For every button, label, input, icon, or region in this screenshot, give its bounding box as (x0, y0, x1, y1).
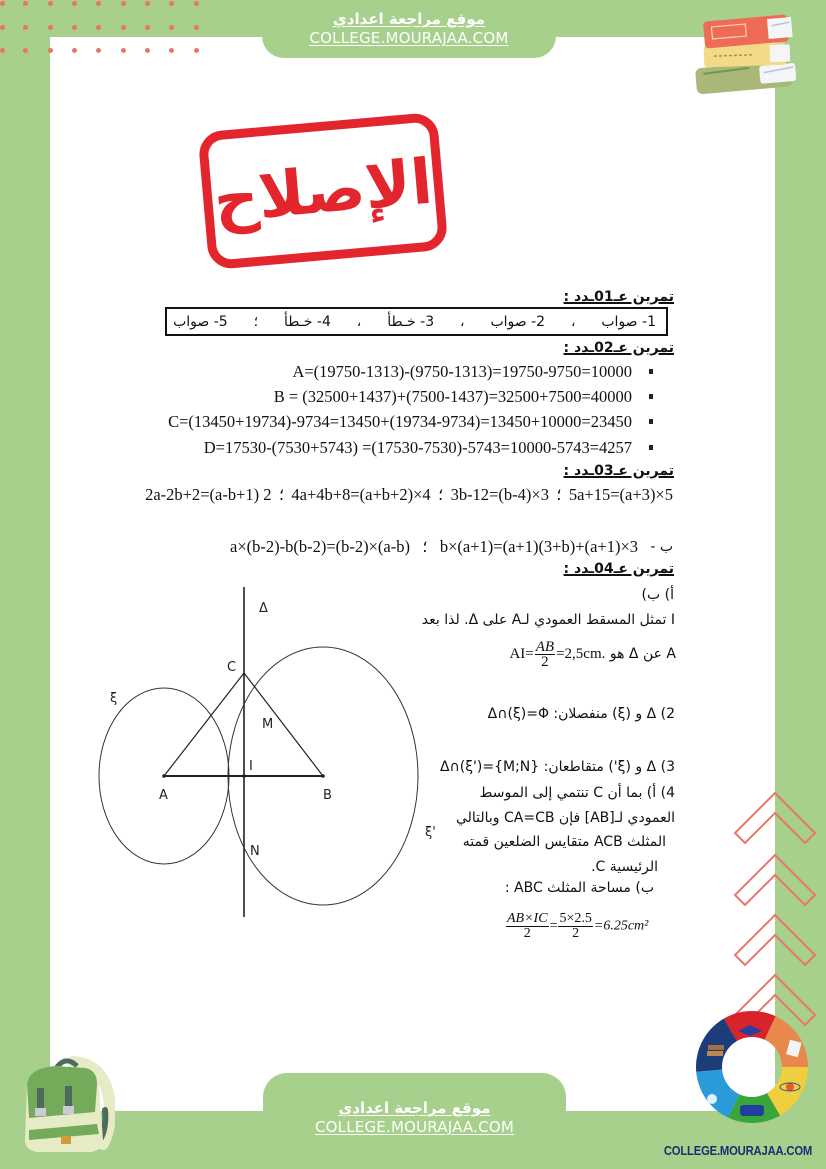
chevron-decoration (730, 785, 820, 1035)
chevron-up-icon (735, 793, 815, 843)
point-a (162, 774, 166, 778)
site-name-link[interactable]: موقع مراجعة اعدادي (333, 10, 485, 28)
factorization-item: a×(b-2)-b(b-2)=(b-2)×(a-b) (230, 537, 410, 556)
expansion-item: 5×(a+3)=5a+15 (568, 485, 673, 504)
dot-icon (96, 25, 101, 30)
exercise3-part-a (145, 485, 673, 505)
equals: = (549, 918, 558, 934)
separator: ، (356, 313, 362, 330)
dot-icon (0, 25, 5, 30)
separator: ، (570, 313, 576, 330)
chevron-up-icon (735, 915, 815, 965)
separator: ؛ (422, 537, 428, 556)
dot-icon (0, 1, 5, 6)
exercise3-title: تمرين عـ03ـدد : (563, 463, 674, 479)
label-b: B (323, 788, 332, 803)
label-a: A (159, 788, 168, 803)
dot-icon (23, 1, 28, 6)
books-stack-icon (708, 1045, 724, 1050)
point-i (242, 774, 246, 778)
exercise2-item-b: B = (32500+1437)+(7500-1437)=32500+7500=40000 (273, 387, 632, 406)
numerator: 5×2.5 (559, 911, 592, 926)
dot-icon (0, 48, 5, 53)
formula-result: =6.25cm² (593, 918, 649, 934)
label-i: I (249, 759, 253, 774)
separator: ؛ (278, 485, 285, 504)
dot-icon (169, 25, 174, 30)
expansion-item: 4×(a+b+2)=4a+4b+8 (291, 485, 431, 504)
flask-icon (707, 1094, 717, 1104)
dot-icon (145, 25, 150, 30)
fraction (558, 912, 592, 941)
segment-ac (164, 673, 244, 776)
numerator: AB (535, 639, 555, 655)
label-n: N (250, 844, 260, 859)
dot-icon (194, 25, 199, 30)
dot-icon (23, 48, 28, 53)
bullet-icon (649, 445, 653, 450)
site-header (262, 0, 556, 58)
exercise1-answers-box (165, 307, 668, 336)
dot-icon (72, 25, 77, 30)
site-url-link[interactable]: COLLEGE.MOURAJAA.COM (309, 29, 509, 47)
q2-answer: 2) Δ و (ξ) منفصلان: Δ∩(ξ)=Φ (487, 706, 675, 722)
separator: ، (460, 313, 465, 330)
dot-icon (72, 48, 77, 53)
dot-icon (194, 1, 199, 6)
q4a-line4: الرئيسية C. (591, 859, 658, 875)
denominator: 2 (523, 926, 531, 941)
q1-formula (509, 640, 605, 669)
answer-item: 5- صواب (173, 313, 228, 330)
correction-stamp (197, 112, 448, 270)
q1-line1: I تمثل المسقط العمودي لـA على Δ. لذا بعد (421, 612, 675, 628)
answer-item: 1- صواب (601, 313, 656, 330)
separator: ؛ (253, 313, 259, 330)
answer-item: 3- خـطأ (387, 313, 435, 330)
q3-answer: 3) Δ و (ξ') متقاطعان: Δ∩(ξ')={M;N} (439, 759, 675, 775)
factorization-item: 3×(a+1)+b×(a+1)=(a+1)(3+b) (439, 537, 639, 556)
dot-icon (121, 25, 126, 30)
dot-icon (23, 25, 28, 30)
label-xi-prime: ξ' (425, 825, 436, 840)
logo-caption: COLLEGE.MOURAJAA.COM (663, 1144, 813, 1158)
dot-icon (48, 25, 53, 30)
part-b-label: ب - (650, 539, 673, 555)
dot-icon (169, 1, 174, 6)
q1-line2 (509, 640, 676, 669)
q4a-line1: 4) أ) بما أن C تنتمي إلى الموسط (479, 785, 675, 801)
segment-cb (244, 673, 323, 776)
exercise3-part-b (230, 537, 673, 557)
bullet-icon (649, 394, 653, 399)
backpack-icon (15, 1052, 115, 1157)
dot-icon (194, 48, 199, 53)
exercise2-item-c: C=(13450+19734)-9734=13450+(19734-9734)=13450+10000=23450 (168, 412, 632, 431)
chevron-up-icon (735, 855, 815, 905)
bullet-icon (649, 369, 653, 374)
dot-icon (48, 1, 53, 6)
dot-icon (145, 48, 150, 53)
dot-icon (121, 1, 126, 6)
label-c: C (227, 660, 237, 675)
dot-icon (145, 1, 150, 6)
denominator: 2 (541, 654, 549, 670)
exercise1-title: تمرين عـ01ـدد : (563, 289, 674, 305)
separator: ؛ (556, 485, 562, 504)
q1-line2-prefix: A عن Δ هو (609, 645, 676, 662)
fraction (535, 640, 555, 669)
q4a-line3: المثلث ACB متقايس الضلعين قمته (462, 834, 666, 850)
site-logo (690, 1005, 814, 1129)
denominator: 2 (572, 926, 580, 941)
label-m: M (262, 717, 274, 732)
construction-label: أ) ب) (641, 587, 674, 603)
formula-end: . (601, 645, 606, 662)
area-formula (505, 912, 648, 941)
separator: ؛ (437, 485, 444, 504)
dot-icon (121, 48, 126, 53)
dot-icon (72, 1, 77, 6)
world-map-icon (740, 1105, 764, 1116)
site-url-link[interactable]: COLLEGE.MOURAJAA.COM (315, 1118, 514, 1136)
books-icon (690, 6, 808, 98)
fraction (506, 912, 549, 941)
atom-icon (786, 1083, 794, 1091)
dot-icon (48, 48, 53, 53)
point-b (321, 774, 325, 778)
site-name-link[interactable]: موقع مراجعة اعدادي (338, 1099, 491, 1117)
exercise2-title: تمرين عـ02ـدد : (563, 340, 674, 356)
formula-rhs: =2,5cm (556, 645, 602, 662)
formula-lhs: AI= (509, 645, 534, 662)
exercise2-item-a: A=(19750-1313)-(9750-1313)=19750-9750=10000 (292, 362, 632, 381)
dot-icon (96, 48, 101, 53)
exercise4-title: تمرين عـ04ـدد : (563, 561, 674, 577)
dot-icon (169, 48, 174, 53)
dot-icon (96, 1, 101, 6)
answer-item: 2- صواب (490, 313, 546, 330)
q4a-line2: العمودي لـ[AB] فإن CA=CB وبالتالي (455, 810, 675, 826)
stamp-text: الإصلاح (210, 144, 436, 237)
label-xi: ξ (110, 691, 118, 706)
site-footer (263, 1073, 566, 1169)
label-delta: Δ (259, 601, 268, 616)
exercise2-item-d: D=17530-(7530+5743) =(17530-7530)-5743=10000-5743=4257 (203, 438, 632, 457)
numerator: AB×IC (507, 911, 548, 926)
answer-item: 4- خـطأ (283, 313, 331, 330)
expansion-item: 2 (a-b+1)=2a-2b+2 (145, 485, 272, 504)
geometry-diagram (90, 580, 440, 930)
q4b-label: ب) مساحة المثلث ABC : (504, 880, 654, 896)
expansion-item: 3×(b-4)=3b-12 (450, 485, 549, 504)
bullet-icon (649, 419, 653, 424)
